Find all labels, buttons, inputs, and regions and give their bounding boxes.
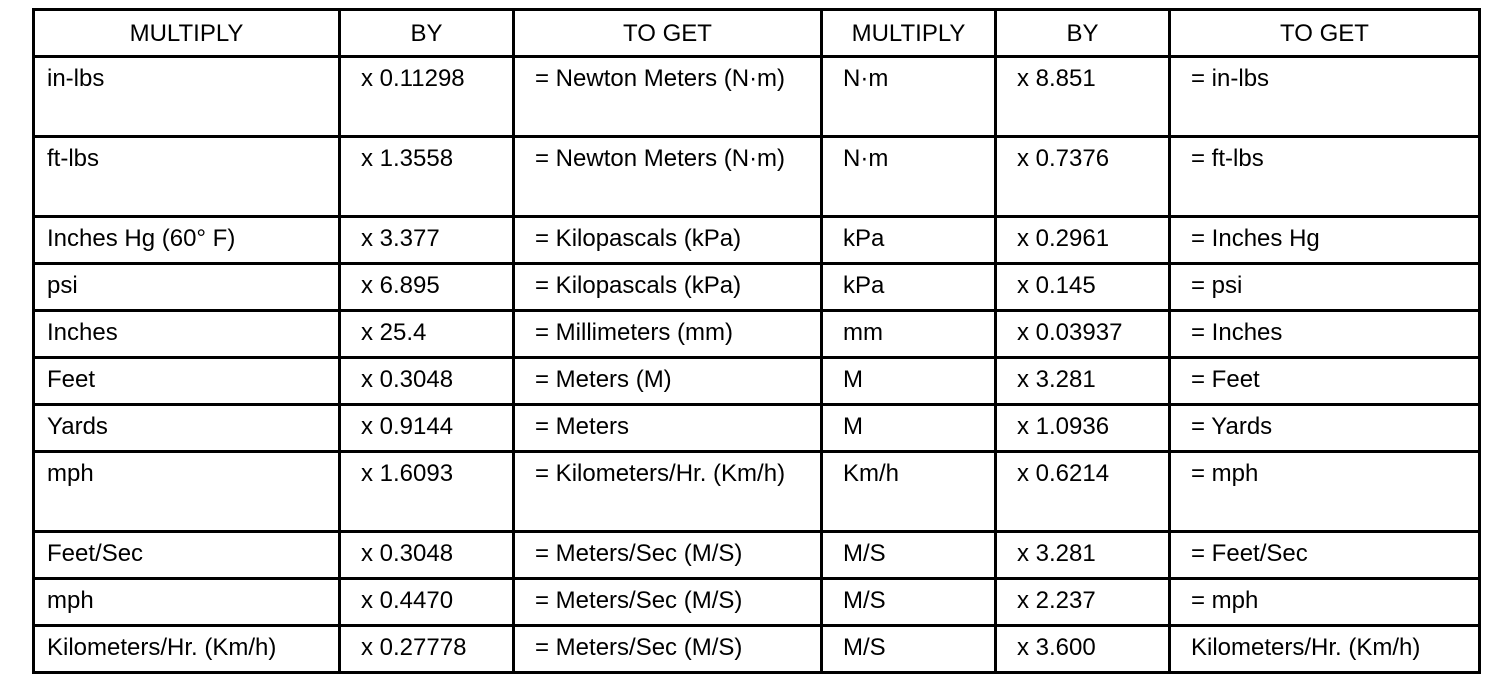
cell-by-reverse: x 3.281	[996, 532, 1170, 579]
cell-to-get-reverse: = Inches	[1170, 311, 1480, 358]
cell-to-get-reverse: = Feet/Sec	[1170, 532, 1480, 579]
cell-by: x 1.6093	[340, 452, 514, 532]
cell-by: x 0.11298	[340, 57, 514, 137]
cell-multiply: in-lbs	[34, 57, 340, 137]
conversion-table	[32, 8, 1481, 674]
cell-by-reverse: x 0.145	[996, 264, 1170, 311]
cell-by: x 0.9144	[340, 405, 514, 452]
header-by-reverse: BY	[996, 10, 1170, 57]
cell-to-get: = Meters/Sec (M/S)	[514, 532, 822, 579]
table-row	[34, 579, 1480, 626]
cell-to-get: = Meters/Sec (M/S)	[514, 626, 822, 673]
cell-multiply: Inches	[34, 311, 340, 358]
cell-multiply: Kilometers/Hr. (Km/h)	[34, 626, 340, 673]
cell-multiply: mph	[34, 452, 340, 532]
cell-multiply-reverse: Km/h	[822, 452, 996, 532]
cell-by-reverse: x 0.03937	[996, 311, 1170, 358]
header-to-get: TO GET	[514, 10, 822, 57]
cell-to-get: = Newton Meters (N·m)	[514, 57, 822, 137]
cell-multiply: Yards	[34, 405, 340, 452]
table-row	[34, 217, 1480, 264]
header-multiply-reverse: MULTIPLY	[822, 10, 996, 57]
cell-to-get: = Kilopascals (kPa)	[514, 264, 822, 311]
cell-by: x 0.4470	[340, 579, 514, 626]
cell-to-get-reverse: = Yards	[1170, 405, 1480, 452]
cell-multiply: Feet	[34, 358, 340, 405]
table-row	[34, 358, 1480, 405]
cell-by: x 3.377	[340, 217, 514, 264]
table-row	[34, 137, 1480, 217]
header-by: BY	[340, 10, 514, 57]
cell-multiply: Inches Hg (60° F)	[34, 217, 340, 264]
table-row	[34, 57, 1480, 137]
cell-by-reverse: x 0.2961	[996, 217, 1170, 264]
table-row	[34, 532, 1480, 579]
cell-multiply-reverse: kPa	[822, 264, 996, 311]
cell-to-get-reverse: = psi	[1170, 264, 1480, 311]
cell-to-get-reverse: = Inches Hg	[1170, 217, 1480, 264]
cell-to-get: = Kilometers/Hr. (Km/h)	[514, 452, 822, 532]
cell-to-get: = Meters/Sec (M/S)	[514, 579, 822, 626]
header-row	[34, 10, 1480, 57]
cell-multiply: psi	[34, 264, 340, 311]
cell-multiply-reverse: kPa	[822, 217, 996, 264]
cell-multiply-reverse: N·m	[822, 137, 996, 217]
cell-to-get: = Newton Meters (N·m)	[514, 137, 822, 217]
cell-multiply: ft-lbs	[34, 137, 340, 217]
cell-to-get-reverse: = in-lbs	[1170, 57, 1480, 137]
cell-to-get-reverse: = ft-lbs	[1170, 137, 1480, 217]
cell-multiply-reverse: M/S	[822, 626, 996, 673]
cell-by-reverse: x 0.6214	[996, 452, 1170, 532]
cell-by-reverse: x 1.0936	[996, 405, 1170, 452]
cell-to-get-reverse: = mph	[1170, 579, 1480, 626]
cell-multiply-reverse: N·m	[822, 57, 996, 137]
cell-by-reverse: x 2.237	[996, 579, 1170, 626]
cell-by: x 25.4	[340, 311, 514, 358]
cell-to-get-reverse: = mph	[1170, 452, 1480, 532]
cell-multiply: mph	[34, 579, 340, 626]
cell-to-get: = Kilopascals (kPa)	[514, 217, 822, 264]
table-row	[34, 311, 1480, 358]
table-row	[34, 264, 1480, 311]
cell-multiply-reverse: mm	[822, 311, 996, 358]
table-row	[34, 405, 1480, 452]
cell-by-reverse: x 3.600	[996, 626, 1170, 673]
table-row	[34, 626, 1480, 673]
cell-by: x 1.3558	[340, 137, 514, 217]
cell-to-get-reverse: Kilometers/Hr. (Km/h)	[1170, 626, 1480, 673]
cell-multiply: Feet/Sec	[34, 532, 340, 579]
header-to-get-reverse: TO GET	[1170, 10, 1480, 57]
cell-by-reverse: x 3.281	[996, 358, 1170, 405]
cell-by-reverse: x 0.7376	[996, 137, 1170, 217]
cell-multiply-reverse: M	[822, 358, 996, 405]
cell-multiply-reverse: M/S	[822, 579, 996, 626]
header-multiply: MULTIPLY	[34, 10, 340, 57]
cell-to-get: = Meters (M)	[514, 358, 822, 405]
cell-multiply-reverse: M/S	[822, 532, 996, 579]
cell-by: x 0.27778	[340, 626, 514, 673]
cell-to-get-reverse: = Feet	[1170, 358, 1480, 405]
cell-to-get: = Millimeters (mm)	[514, 311, 822, 358]
cell-by: x 0.3048	[340, 358, 514, 405]
cell-to-get: = Meters	[514, 405, 822, 452]
cell-by: x 0.3048	[340, 532, 514, 579]
cell-by: x 6.895	[340, 264, 514, 311]
cell-by-reverse: x 8.851	[996, 57, 1170, 137]
cell-multiply-reverse: M	[822, 405, 996, 452]
table-row	[34, 452, 1480, 532]
